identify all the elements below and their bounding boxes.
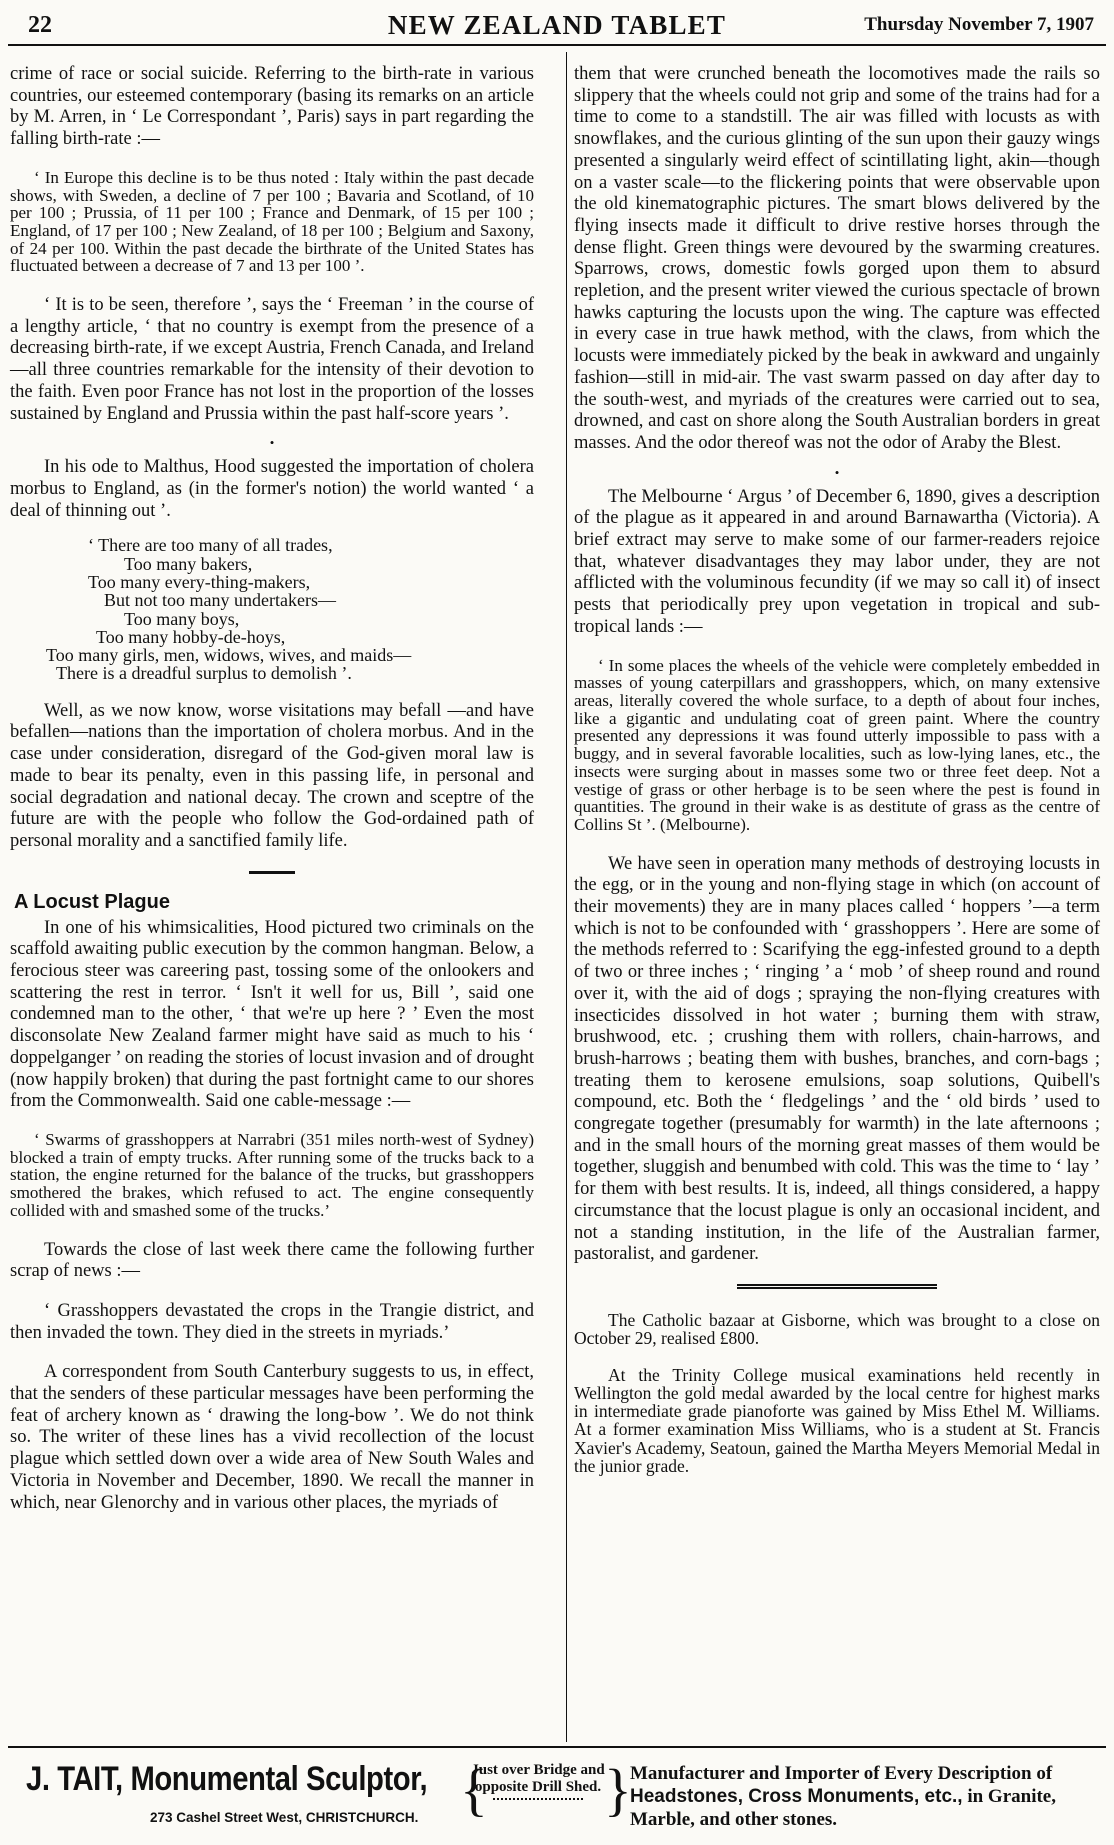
left-paragraph-1: crime of race or social suicide. Referring to the birth-rate in various countries, our esteemed contemporary (basing its remarks on an article by M. Arren, in ‘ Le Correspondant ’, Paris) says in part regarding the falling birth-rate :—: [10, 64, 534, 150]
left-paragraph-4: Well, as we now know, worse visitations may befall —and have befallen—nations than the importation of cholera morbus. And in the case under consideration, disregard of the God-given moral law is made to bear its penalty, even in this passing life, in personal and social degradation and national decay. The crown and sceptre of the future are with the people who follow the God-ordained path of personal morality and a sanctified family life.: [10, 700, 534, 851]
left-paragraph-7: A correspondent from South Canterbury suggests to us, in effect, that the senders of these particular messages have been performing the feat of archery known as ‘ drawing the long-bow ’. We do not think so. The writer of these lines has a vivid recollection of the locust plague which settled down over a wide area of New South Wales and Victoria in November and December, 1890. We recall the manner in which, near Glenorchy and in various other places, the myriads of: [10, 1362, 534, 1513]
section-dot: •: [834, 464, 840, 480]
dotted-rule: [493, 1798, 583, 1800]
right-paragraph-2: The Melbourne ‘ Argus ’ of December 6, 1890, gives a description of the plague as it appeared in and around Barnawartha (Victoria). A brief extract may serve to make some of our farmer-readers rejoice that, whatever disadvantages they may labor under, they are not afflicted with the voluminous fecundity (if we may so call it) of insect pests that periodically prey upon vegetation in tropical and sub-tropical lands :—: [574, 486, 1101, 637]
verse-line: Too many bakers,: [124, 553, 253, 574]
section-separator-double: [737, 1284, 937, 1289]
verse-line: ‘ There are too many of all trades,: [88, 535, 333, 556]
verse-line: Too many boys,: [124, 608, 240, 629]
section-separator: [249, 871, 295, 874]
page-header: [0, 0, 1114, 46]
left-paragraph-6: Towards the close of last week there came the following further scrap of news :—: [10, 1239, 534, 1282]
header-rule: [8, 44, 1106, 46]
advertisement: [0, 1752, 1114, 1845]
issue-date: Thursday November 7, 1907: [864, 14, 1094, 35]
verse-line: Too many girls, men, widows, wives, and maids—: [46, 645, 412, 666]
left-quote-birthrate: ‘ In Europe this decline is to be thus noted : Italy within the past decade shows, with Sweden, a decline of 7 per 100 ; Bavaria and Scotland, of 10 per 100 ; Prussia, of 11 per 100 ; France and Denmark, of 15 per 100 ; England, of 17 per 100 ; New Zealand, of 18 per 100 ; Belgium and Saxony, of 24 per 100. Within the past decade the birthrate of the United States has fluctuated between a decrease of 7 and 13 per 100 ’.: [10, 167, 534, 276]
article-heading: A Locust Plague: [14, 890, 170, 913]
verse-line: But not too many undertakers—: [104, 590, 336, 611]
advert-location: [470, 1762, 606, 1800]
column-divider: [566, 52, 567, 1742]
left-quote-narrabri: ‘ Swarms of grasshoppers at Narrabri (351 miles north-west of Sydney) blocked a train of empty trucks. After running some of the trucks back to a station, the engine returned for the balance of the trucks, but grasshoppers smothered the brakes, which refused to act. The engine consequently collided with and smashed some of the trucks.’: [10, 1129, 534, 1220]
left-paragraph-3: In his ode to Malthus, Hood suggested the importation of cholera morbus to England, as (in the former's notion) the world wanted ‘ a deal of thinning out ’.: [10, 457, 534, 521]
footer-rule: [8, 1746, 1106, 1748]
verse-line: Too many every-thing-makers,: [88, 571, 311, 592]
advert-desc-c: in Granite, Marble, and other stones.: [630, 1786, 1056, 1830]
right-quote-barnawartha: ‘ In some places the wheels of the vehicle were completely embedded in masses of young caterpillars and grasshoppers, which, on many extensive areas, literally covered the whole surface, to a depth of about four inches, like a gigantic and undulating coat of green paint. Where the country presented any depressions it was found utterly impossible to pass with a buggy, and in several favorable localities, such as low-lying lanes, etc., the insects were surging about in masses some two or three feet deep. Not a vestige of grass or other herbage is to be seen where the pest is found in quantities. The ground in their wake is as destitute of grass as the centre of Collins St ’. (Melbourne).: [574, 655, 1100, 834]
page-number: 22: [28, 12, 52, 38]
advert-description: [630, 1762, 1100, 1831]
left-column: [10, 64, 534, 1532]
left-quote-trangie: ‘ Grasshoppers devastated the crops in the Trangie district, and then invaded the town. They died in the streets in myriads.’: [10, 1300, 534, 1343]
right-paragraph-music-exam: At the Trinity College musical examinations held recently in Wellington the gold medal awarded by the local centre for highest marks in intermediate grade pianoforte was gained by Miss Ethel M. Williams. At a former examination Miss Williams, who is a student at St. Francis Xavier's Academy, Seatoun, gained the Martha Meyers Memorial Medal in the junior grade.: [574, 1364, 1100, 1477]
advert-name: J. TAIT, Monumental Sculptor,: [26, 1760, 428, 1798]
advert-address: 273 Cashel Street West, CHRISTCHURCH.: [150, 1810, 419, 1825]
section-dot: •: [269, 435, 275, 451]
right-paragraph-1: them that were crunched beneath the locomotives made the rails so slippery that the wheels could not grip and some of the trains had for a time to come to a standstill. The air was filled with locusts as with snowflakes, and the curious glinting of the sun upon their gauzy wings presented a singularly weird effect of scintillating light, akin—though on a vaster scale—to the flickering points that were observable upon the old kinematographic pictures. The smart blows delivered by the flying insects made it difficult to drive restive horses through the dense flight. Green things were devoured by the swarming creatures. Sparrows, crows, domestic fowls gorged upon them to absurd repletion, and the present writer viewed the curious spectacle of brown hawks capturing the locusts upon the wing. The capture was effected in every case in true hawk method, with the claws, from which the locusts were immediately picked by the beak in awkward and ungainly fashion—still in mid-air. The vast swarm passed on day after day to the south-west, and myriads of the creatures were carried out to sea, drowned, and cast on shore along the South Australian borders in great masses. And the odor thereof was not the odor of Araby the Blest.: [574, 64, 1100, 453]
right-paragraph-3: We have seen in operation many methods of destroying locusts in the egg, or in the young and non-flying stage in which (on account of their movements) they are in many places called ‘ hoppers ’—a term which is not to be confounded with ‘ grasshoppers ’. Here are some of the methods referred to : Scarifying the egg-infested ground to a depth of two or three inches ; ‘ ringing ’ a ‘ mob ’ of sheep round and round over it, with the aid of dogs ; spraying the non-flying creatures with insecticides dissolved in hot water ; burning them with straw, brushwood, etc. ; crushing them with rollers, chain-harrows, and brush-harrows ; beating them with bushes, branches, and corn-bags ; treating them to kerosene emulsions, soap solutions, Quibell's compound, etc. Both the ‘ fledgelings ’ and the ‘ old birds ’ used to congregate together (presumably for warmth) in the late afternoons ; and in the small hours of the morning great masses of them would be together, sluggish and benumbed with cold. This was the time to ‘ lay ’ for them with best results. It is, indeed, all things considered, a happy circumstance that the locust plague is only an occasional incident, and not a standing institution, in the life of the Australian farmer, pastoralist, and gardener.: [574, 853, 1100, 1265]
advert-location-text: Just over Bridge and opposite Drill Shed.: [471, 1762, 605, 1795]
brace-left: {: [460, 1757, 488, 1822]
left-paragraph-2: ‘ It is to be seen, therefore ’, says the ‘ Freeman ’ in the course of a lengthy article, ‘ that no country is exempt from the presence of a decreasing birth-rate, if we except Austria, French Canada, and Ireland—all three countries remarkable for the intensity of their devotion to the faith. Even poor France has not lost in the proportion of the losses sustained by England and Prussia within the past half-score years ’.: [10, 295, 534, 424]
brace-right: }: [604, 1757, 632, 1822]
verse-line: Too many hobby-de-hoys,: [96, 626, 286, 647]
right-paragraph-bazaar: The Catholic bazaar at Gisborne, which was brought to a close on October 29, realised £800.: [574, 1309, 1100, 1349]
advert-desc-b: Headstones, Cross Monuments, etc.,: [630, 1786, 963, 1807]
masthead-title: NEW ZEALAND TABLET: [387, 10, 727, 40]
right-column: [574, 64, 1100, 1493]
malthus-verse: [10, 536, 534, 682]
advert-desc-a: Manufacturer and Importer of Every Description of: [630, 1763, 1053, 1784]
left-paragraph-5: In one of his whimsicalities, Hood pictured two criminals on the scaffold awaiting public execution by the common hangman. Below, a ferocious steer was careering past, tossing some of the onlookers and scattering the rest in terror. ‘ Isn't it well for us, Bill ’, said one condemned man to the other, ‘ that we're up here ? ’ Even the most disconsolate New Zealand farmer might have said as much to his ‘ doppelganger ’ on reading the stories of locust invasion and of drought (now happily broken) that during the past fortnight came to our shores from the Commonwealth. Said one cable-message :—: [10, 917, 534, 1112]
verse-line: There is a dreadful surplus to demolish ’.: [56, 663, 352, 684]
